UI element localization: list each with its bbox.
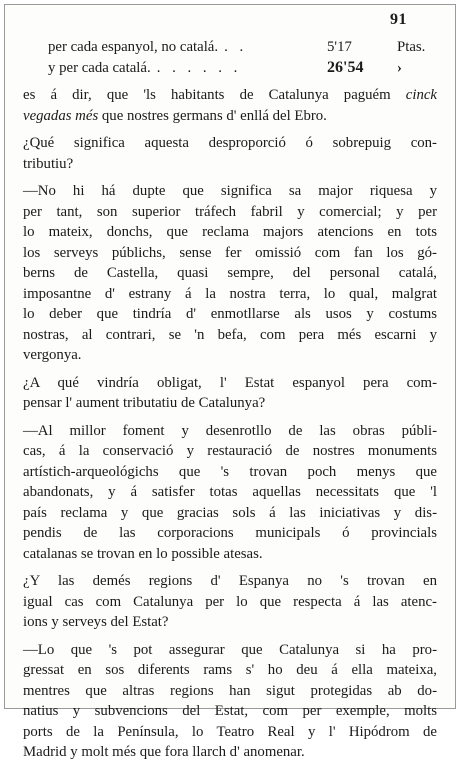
text-line: lo deber que tindría d' enmotllarse als usos y costums	[23, 306, 437, 322]
paragraph-answer-1	[23, 181, 437, 366]
text-line: es á dir, que 'ls habitants de Catalunya paguém cinck	[23, 87, 437, 103]
text-line: per tant, son superior tráfech fabril y comercial; y per	[23, 203, 437, 220]
text-line: tributiu?	[23, 155, 74, 172]
figure-value: 5'17	[327, 39, 352, 55]
paragraph-question-3	[23, 571, 437, 633]
text-line: ports de la Península, lo Teatro Real y l' Hipódrom de	[23, 723, 437, 740]
text-line: Madrid y molt més que fora llarch d' anomenar.	[23, 744, 305, 760]
figure-label: y per cada catalá.	[48, 59, 151, 76]
text-line: artístich-arqueológichs que 's trovan poch menys que	[23, 463, 437, 480]
text-line: catalanas se trovan en lo possible atesas.	[23, 545, 263, 562]
text-line: nostras, al contrari, se 'n befa, com pera més escarni y	[23, 326, 437, 343]
text-line: país reclama y que gracias sols á las iniciativas y dis-	[23, 504, 437, 521]
text-line-rest: que nostres germans d' enllá del Ebro.	[98, 107, 327, 124]
text-line: imposantne d' estrany á la nostra terra, lo qual, malgrat	[23, 285, 437, 302]
text-line: igual cas com Catalunya per lo que respecta á las atenc-	[23, 593, 437, 610]
figure-dots: . .	[224, 39, 248, 55]
figure-row-espanyol	[23, 37, 437, 58]
text-line: ¿Qué significa aquesta desproporció ó sobrepuig con-	[23, 135, 437, 151]
italic-text: cinck	[405, 87, 437, 103]
text-line: —No hi há dupte que significa sa major riquesa y	[23, 183, 437, 199]
text-line: gressat en sos diferents rams s' ho deu á ella mateixa,	[23, 662, 437, 678]
text-line: pendis de las corporacions municipals ó provincials	[23, 525, 437, 541]
paragraph-tax-comparison	[23, 85, 437, 126]
text-line: berns de Castella, quasi sempre, del personal catalá,	[23, 265, 437, 281]
text-line	[23, 106, 437, 127]
text-line: —Lo que 's pot assegurar que Catalunya si ha pro-	[23, 641, 437, 658]
figure-row-catala	[23, 58, 437, 79]
italic-text: vegadas més	[23, 107, 99, 124]
text-line: —Al millor foment y desenrotllo de las obras públi-	[23, 422, 437, 439]
text-line: lo mateix, donchs, que reclama majors atencions en tots	[23, 224, 437, 240]
paragraph-answer-2	[23, 421, 437, 565]
text-line: ¿Y las demés regions d' Espanya no 's trovan en	[23, 573, 437, 589]
text-line: natius y subvencions del Estat, com per exemple, molts	[23, 703, 437, 719]
page-number: 91	[390, 11, 407, 28]
text-line: ¿A qué vindría obligat, l' Estat espanyol pera com-	[23, 374, 437, 391]
text-line: cas, á la conservació y restauració de nostres monuments	[23, 443, 437, 459]
text-line: los serveys públichs, sense fer omissió com fan los gó-	[23, 244, 437, 261]
text-line: vergonya.	[23, 347, 82, 363]
paragraph-question-2	[23, 373, 437, 414]
paragraph-question-1	[23, 133, 437, 174]
page-body	[23, 37, 437, 763]
book-page	[4, 4, 456, 760]
figure-dots: . . . . . .	[156, 59, 242, 76]
figure-label: per cada espanyol, no catalá.	[48, 39, 219, 55]
figure-value: 26'54	[327, 58, 364, 76]
text-line: abandonats, y á satisfer totas aquellas necessitats que 'l	[23, 484, 437, 500]
text-line: ions y serveys del Estat?	[23, 614, 169, 630]
text-line: mentres que altras regions han sigut protegidas ab do-	[23, 682, 437, 699]
text-line: pensar l' aument tributatiu de Catalunya?	[23, 395, 266, 411]
paragraph-answer-3	[23, 640, 437, 763]
figure-unit: ›	[397, 59, 402, 76]
figure-unit: Ptas.	[397, 39, 426, 55]
